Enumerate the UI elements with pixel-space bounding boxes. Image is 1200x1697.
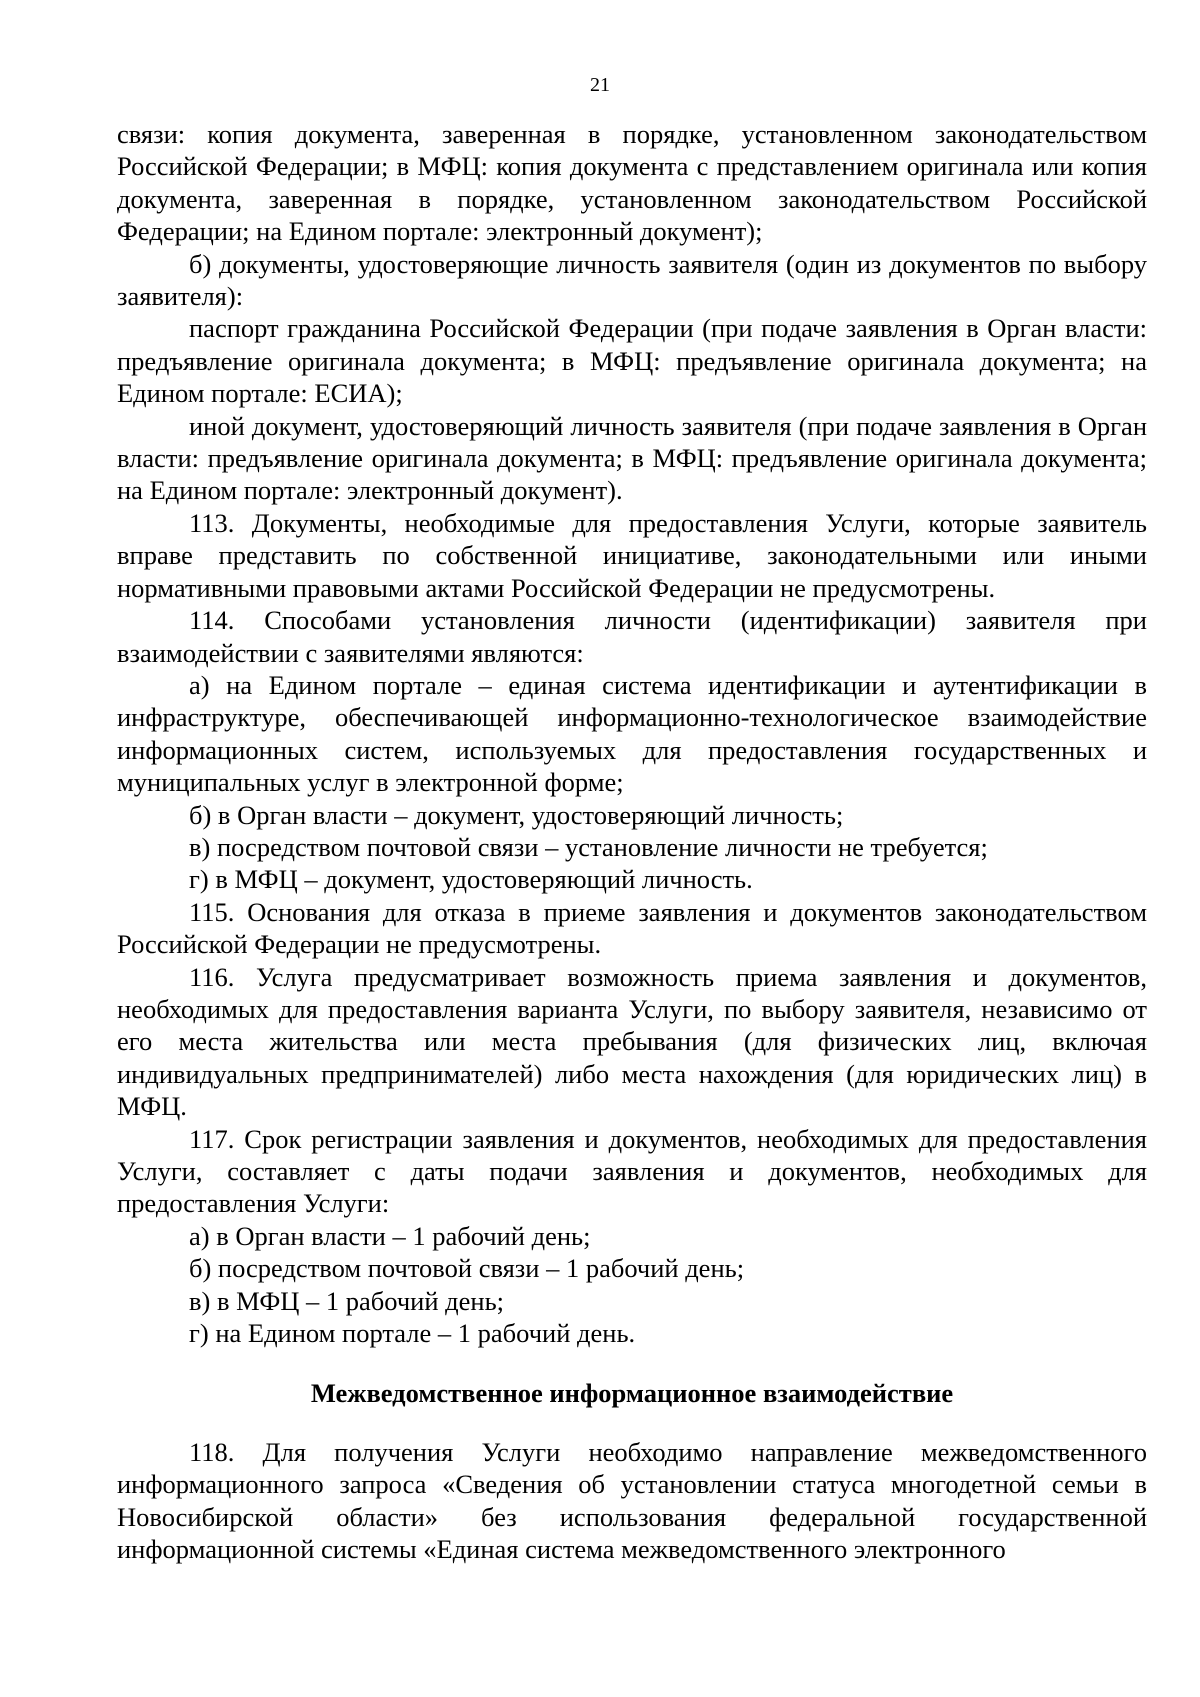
paragraph: 113. Документы, необходимые для предоставления Услуги, которые заявитель вправе представить по собственной инициативе, законодательными или иными нормативными правовыми актами Российской Федерации не предусмотрены. [117, 507, 1147, 603]
paragraph: б) посредством почтовой связи – 1 рабочий день; [189, 1253, 745, 1284]
paragraph: 115. Основания для отказа в приеме заявления и документов законодательством Российской Федерации не предусмотрены. [117, 896, 1147, 960]
paragraph: иной документ, удостоверяющий личность заявителя (при подаче заявления в Орган власти: предъявление оригинала документа; в МФЦ: предъявление оригинала документа; на Едином портале: электронный документ). [117, 410, 1147, 506]
paragraph: связи: копия документа, заверенная в порядке, установленном законодательством Российской Федерации; в МФЦ: копия документа с представлением оригинала или копия документа, заверенная в порядке, установленном законодательством Российской Федерации; на Едином портале: электронный документ); [117, 119, 1147, 247]
section-heading: Межведомственное информационное взаимодействие [310, 1378, 954, 1409]
page-number: 21 [590, 74, 610, 96]
paragraph: в) посредством почтовой связи – установление личности не требуется; [189, 831, 988, 862]
paragraph: в) в МФЦ – 1 рабочий день; [189, 1285, 505, 1316]
paragraph: 116. Услуга предусматривает возможность приема заявления и документов, необходимых для предоставления варианта Услуги, по выбору заявителя, независимо от его места жительства или места пребывания (для физических лиц, включая индивидуальных предпринимателей) либо места нахождения (для юридических лиц) в МФЦ. [117, 961, 1147, 1122]
paragraph: г) на Едином портале – 1 рабочий день. [189, 1318, 636, 1349]
paragraph: 118. Для получения Услуги необходимо направление межведомственного информационного запроса «Сведения об установлении статуса многодетной семьи в Новосибирской области» без использования федеральной государственной информационной системы «Единая система межведомственного электронного [117, 1436, 1147, 1565]
paragraph: а) на Едином портале – единая система идентификации и аутентификации в инфраструктуре, обеспечивающей информационно-технологическое взаимодействие информационных систем, используемых для предоставления государственных и муниципальных услуг в электронной форме; [117, 669, 1147, 798]
document-body [117, 118, 1147, 1565]
paragraph: а) в Орган власти – 1 рабочий день; [189, 1220, 591, 1251]
paragraph: б) в Орган власти – документ, удостоверяющий личность; [189, 799, 844, 830]
paragraph: 114. Способами установления личности (идентификации) заявителя при взаимодействии с заявителями являются: [117, 605, 1147, 668]
paragraph: паспорт гражданина Российской Федерации (при подаче заявления в Орган власти: предъявление оригинала документа; в МФЦ: предъявление оригинала документа; на Едином портале: ЕСИА); [117, 313, 1147, 409]
paragraph: б) документы, удостоверяющие личность заявителя (один из документов по выбору заявителя): [117, 248, 1147, 312]
paragraph: 117. Срок регистрации заявления и документов, необходимых для предоставления Услуги, составляет с даты подачи заявления и документов, необходимых для предоставления Услуги: [117, 1123, 1147, 1219]
paragraph: г) в МФЦ – документ, удостоверяющий личность. [189, 864, 753, 895]
